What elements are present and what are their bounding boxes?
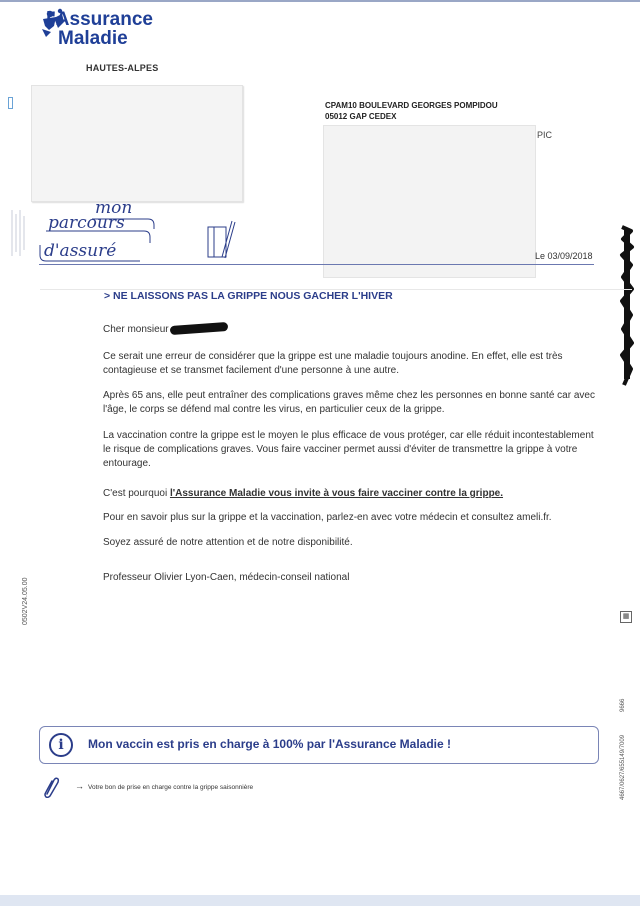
left-reference-code: 0502V24.05.00 bbox=[22, 577, 29, 625]
top-border bbox=[0, 0, 640, 2]
barcode-icon: ▦ bbox=[620, 611, 632, 623]
parcours-text: parcours bbox=[48, 213, 125, 233]
recipient-address bbox=[325, 100, 498, 122]
assure-text: d'assuré bbox=[44, 241, 117, 261]
right-code-1: 9666 bbox=[620, 698, 626, 712]
mon-text: mon bbox=[95, 198, 133, 218]
attachment-text: Votre bon de prise en charge contre la grippe saisonnière bbox=[88, 784, 254, 791]
paragraph-5: Pour en savoir plus sur la grippe et la vaccination, parlez-en avec votre médecin et consultez ameli.fr. bbox=[103, 512, 552, 523]
info-icon: i bbox=[49, 733, 73, 757]
margin-marker bbox=[8, 97, 13, 109]
signature: Professeur Olivier Lyon-Caen, médecin-conseil national bbox=[103, 572, 350, 583]
paragraph-4-prefix: C'est pourquoi bbox=[103, 488, 170, 499]
salutation bbox=[103, 323, 603, 337]
letter-headline: > NE LAISSONS PAS LA GRIPPE NOUS GACHER L'HIVER bbox=[104, 290, 393, 302]
paragraph-2: Après 65 ans, elle peut entraîner des complications graves même chez les personnes en bonne santé car avec l'âge, le corps se défend mal contre les virus, en particulier ceux de la grippe. bbox=[103, 390, 595, 415]
paragraph-1: Ce serait une erreur de considérer que la grippe est une maladie toujours anodine. En effet, elle est très contagieuse et se transmet facilement d'une personne à une autre. bbox=[103, 351, 563, 376]
redacted-sender-block bbox=[31, 85, 243, 202]
redacted-name bbox=[169, 322, 227, 335]
redacted-recipient-block bbox=[323, 125, 536, 278]
paragraph-3: La vaccination contre la grippe est le moyen le plus efficace de vous protéger, car elle réduit incontestablement le risque de complications graves. Vous faire vacciner permet aussi d'éviter de transmettre la grippe à votre entourage. bbox=[103, 430, 594, 469]
paragraph-6: Soyez assuré de notre attention et de notre disponibilité. bbox=[103, 537, 353, 548]
paragraph-4 bbox=[103, 487, 603, 501]
attachment-note bbox=[75, 781, 253, 791]
right-code-2: 4667/0627/655149/7009 bbox=[620, 734, 626, 800]
side-stamp-icon bbox=[8, 208, 30, 258]
paperclip-icon bbox=[41, 776, 61, 798]
redaction-scribble bbox=[619, 225, 635, 388]
department-label: HAUTES-ALPES bbox=[86, 63, 159, 73]
logo-wordmark bbox=[46, 10, 153, 48]
paragraph-4-emphasis: l'Assurance Maladie vous invite à vous faire vacciner contre la grippe. bbox=[169, 488, 504, 499]
bottom-edge bbox=[0, 895, 640, 906]
letter-date: Le 03/09/2018 bbox=[535, 251, 593, 261]
coverage-banner bbox=[39, 726, 599, 764]
address-line1: CPAM10 BOULEVARD GEORGES POMPIDOU bbox=[325, 101, 498, 110]
coverage-text: Mon vaccin est pris en charge à 100% par l'Assurance Maladie ! bbox=[88, 737, 451, 751]
salutation-text: Cher monsieur bbox=[103, 324, 169, 335]
address-partial: PIC bbox=[537, 130, 553, 140]
logo-line1: l'Assurance bbox=[46, 9, 153, 30]
header-rule bbox=[39, 264, 594, 265]
arrow-right-icon: → bbox=[75, 781, 84, 791]
logo-line2: Maladie bbox=[58, 28, 128, 49]
address-line2: 05012 GAP CEDEX bbox=[325, 112, 397, 121]
